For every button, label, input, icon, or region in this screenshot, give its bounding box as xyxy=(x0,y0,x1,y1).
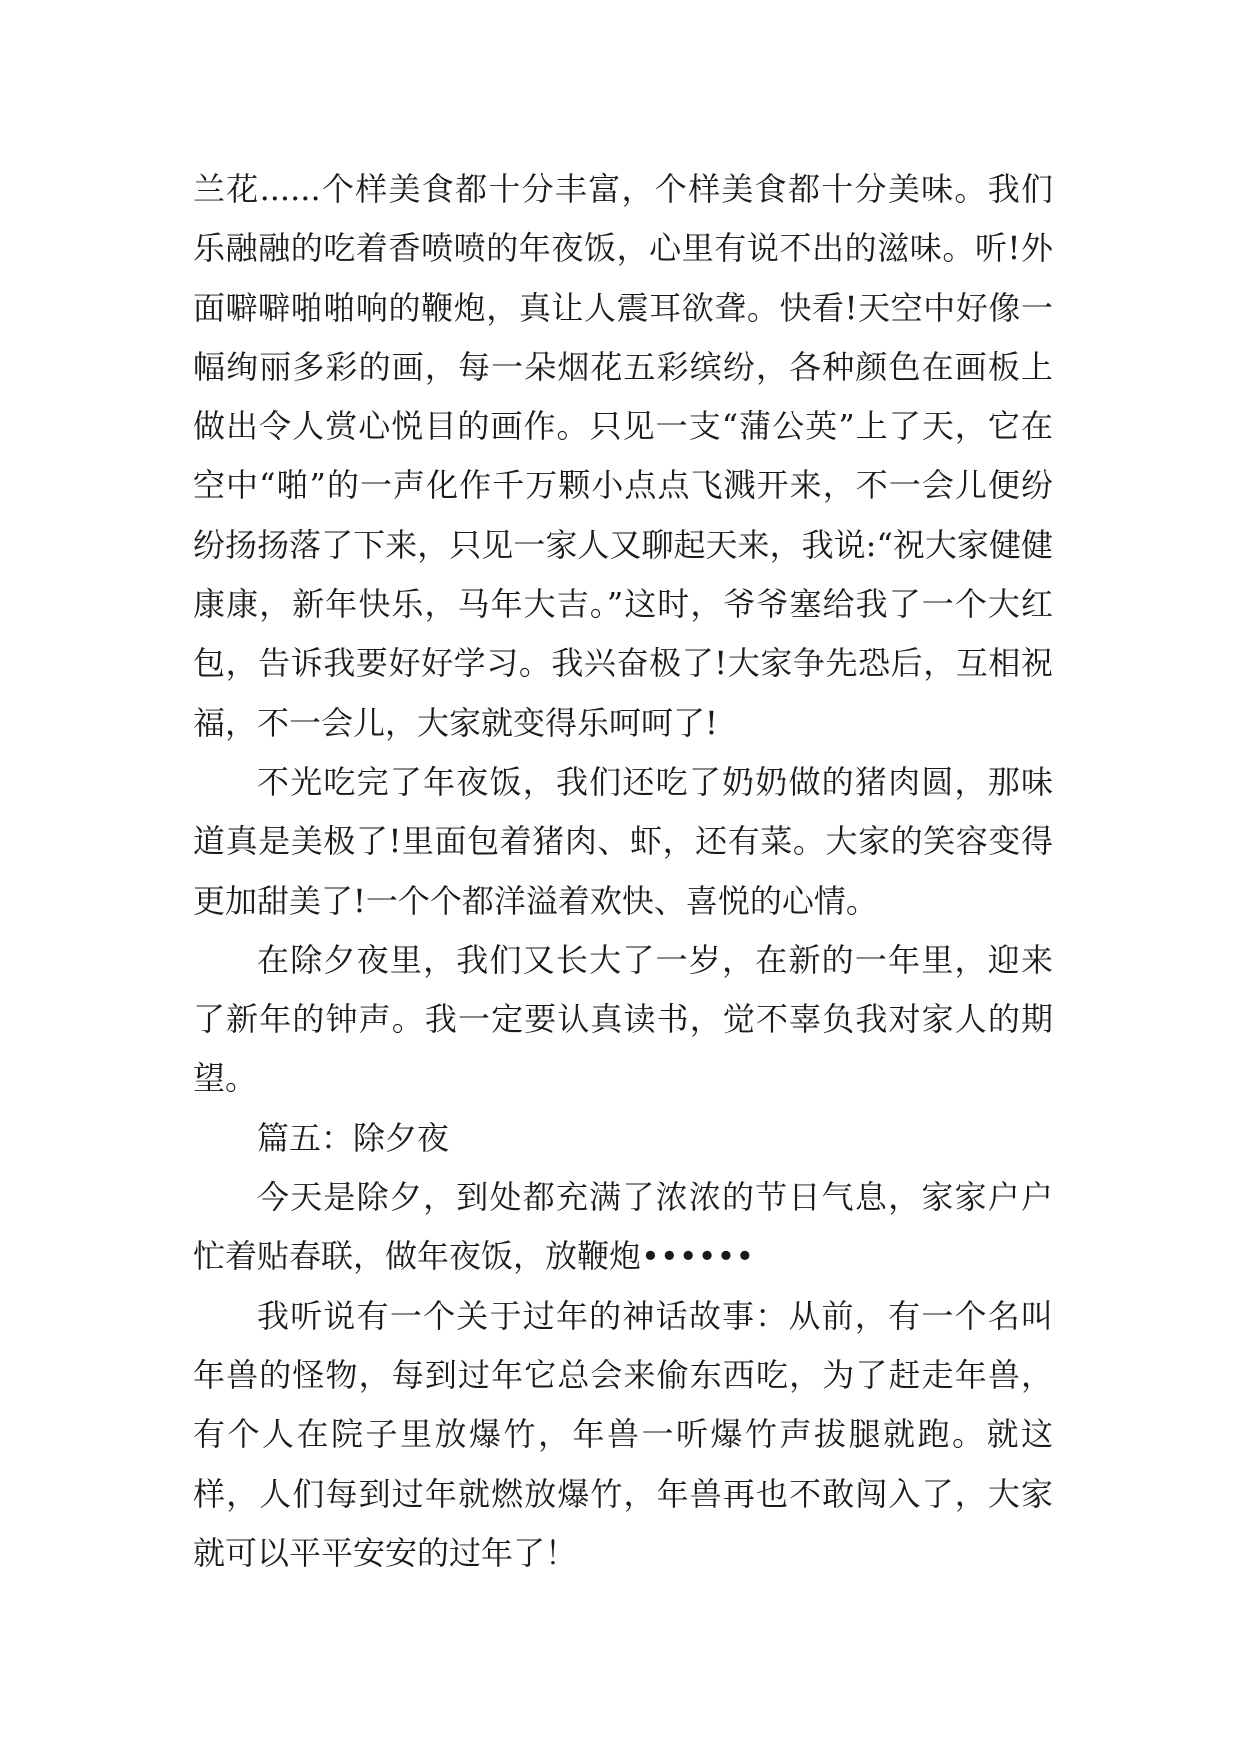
paragraph-4: 今天是除夕，到处都充满了浓浓的节日气息，家家户户忙着贴春联，做年夜饭，放鞭炮•••••• xyxy=(193,1178,1053,1276)
section-heading: 篇五：除夕夜 xyxy=(257,1118,450,1157)
paragraph-2: 不光吃完了年夜饭，我们还吃了奶奶做的猪肉圆，那味道真是美极了!里面包着猪肉、虾，还有菜。大家的笑容变得更加甜美了!一个个都洋溢着欢快、喜悦的心情。 xyxy=(193,762,1053,920)
body-text xyxy=(193,160,1053,1583)
paragraph-1: 兰花......个样美食都十分丰富，个样美食都十分美味。我们乐融融的吃着香喷喷的年夜饭，心里有说不出的滋味。听!外面噼噼啪啪响的鞭炮，真让人震耳欲聋。快看!天空中好像一幅绚丽多彩的画，每一朵烟花五彩缤纷，各种颜色在画板上做出令人赏心悦目的画作。只见一支“蒲公英”上了天，它在空中“啪”的一声化作千万颗小点点飞溅开来，不一会儿便纷纷扬扬落了下来，只见一家人又聊起天来，我说:“祝大家健健康康，新年快乐，马年大吉。”这时，爷爷塞给我了一个大红包，告诉我要好好学习。我兴奋极了!大家争先恐后，互相祝福，不一会儿，大家就变得乐呵呵了! xyxy=(193,170,1053,742)
paragraph-3: 在除夕夜里，我们又长大了一岁，在新的一年里，迎来了新年的钟声。我一定要认真读书，觉不辜负我对家人的期望。 xyxy=(193,940,1053,1098)
paragraph-5: 我听说有一个关于过年的神话故事：从前，有一个名叫年兽的怪物，每到过年它总会来偷东西吃，为了赶走年兽，有个人在院子里放爆竹，年兽一听爆竹声拔腿就跑。就这样，人们每到过年就燃放爆竹，年兽再也不敢闯入了，大家就可以平平安安的过年了！ xyxy=(193,1296,1053,1572)
